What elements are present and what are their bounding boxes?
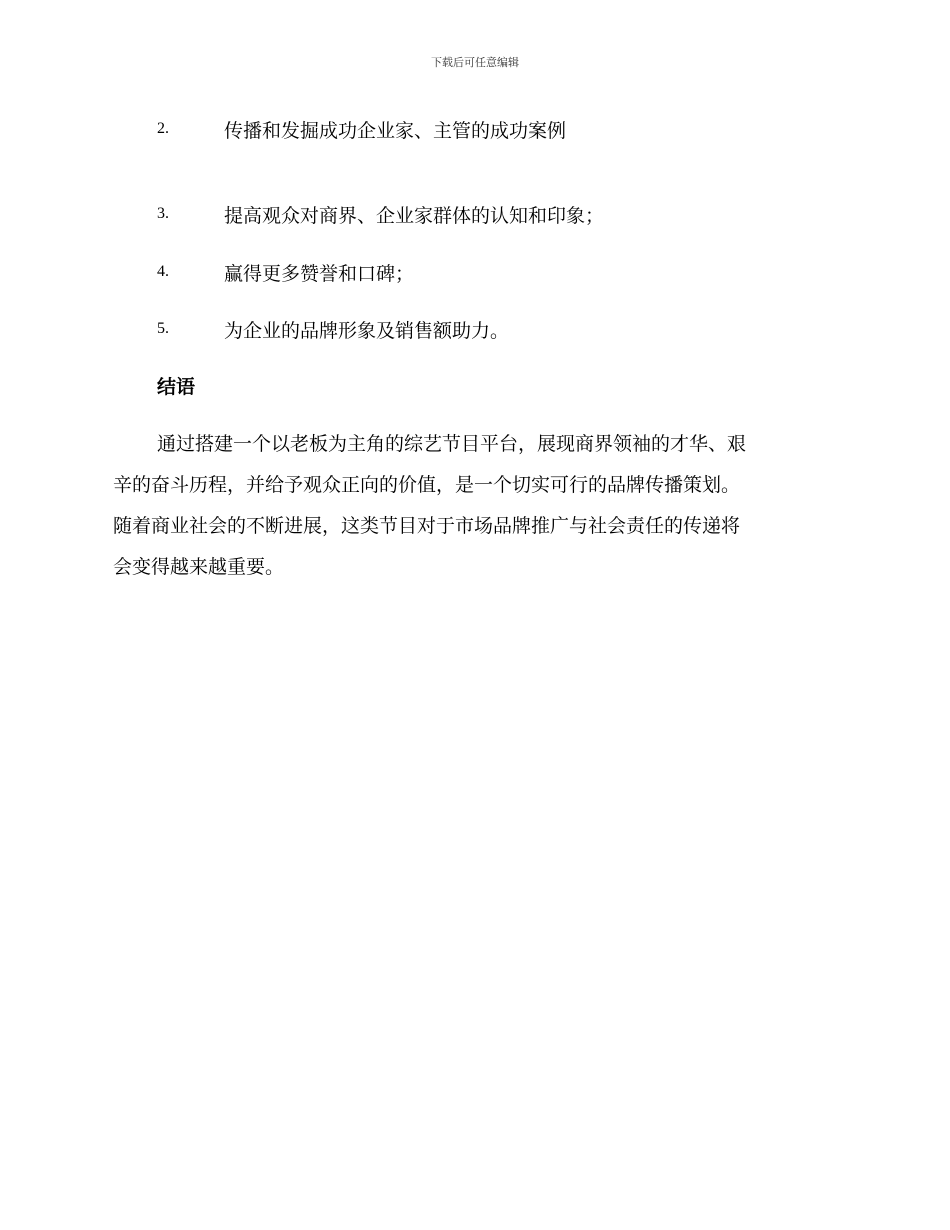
paragraph-line: 会变得越来越重要。 bbox=[113, 556, 285, 578]
list-item bbox=[157, 257, 414, 287]
list-item-number: 2. bbox=[157, 120, 169, 137]
list-item-text: 赢得更多赞誉和口碑； bbox=[224, 262, 415, 285]
conclusion-paragraph bbox=[113, 424, 837, 588]
paragraph-line: 通过搭建一个以老板为主角的综艺节目平台，展现商界领袖的才华、艰 bbox=[157, 433, 747, 455]
list-item bbox=[157, 114, 566, 144]
paragraph-line: 随着商业社会的不断进展，这类节目对于市场品牌推广与社会责任的传递将 bbox=[113, 515, 741, 537]
list-item bbox=[157, 314, 509, 344]
paragraph-line: 辛的奋斗历程，并给予观众正向的价值，是一个切实可行的品牌传播策划。 bbox=[113, 474, 741, 496]
list-item-number: 4. bbox=[157, 263, 169, 280]
list-item-text: 为企业的品牌形象及销售额助力。 bbox=[224, 319, 510, 342]
conclusion-heading: 结语 bbox=[157, 376, 196, 398]
list-item-text: 传播和发掘成功企业家、主管的成功案例 bbox=[224, 119, 567, 142]
list-item-number: 5. bbox=[157, 320, 169, 337]
list-item bbox=[157, 199, 604, 229]
list-item-number: 3. bbox=[157, 205, 169, 222]
list-item-text: 提高观众对商界、企业家群体的认知和印象； bbox=[224, 204, 605, 227]
page-header-note: 下载后可任意编辑 bbox=[431, 56, 519, 69]
